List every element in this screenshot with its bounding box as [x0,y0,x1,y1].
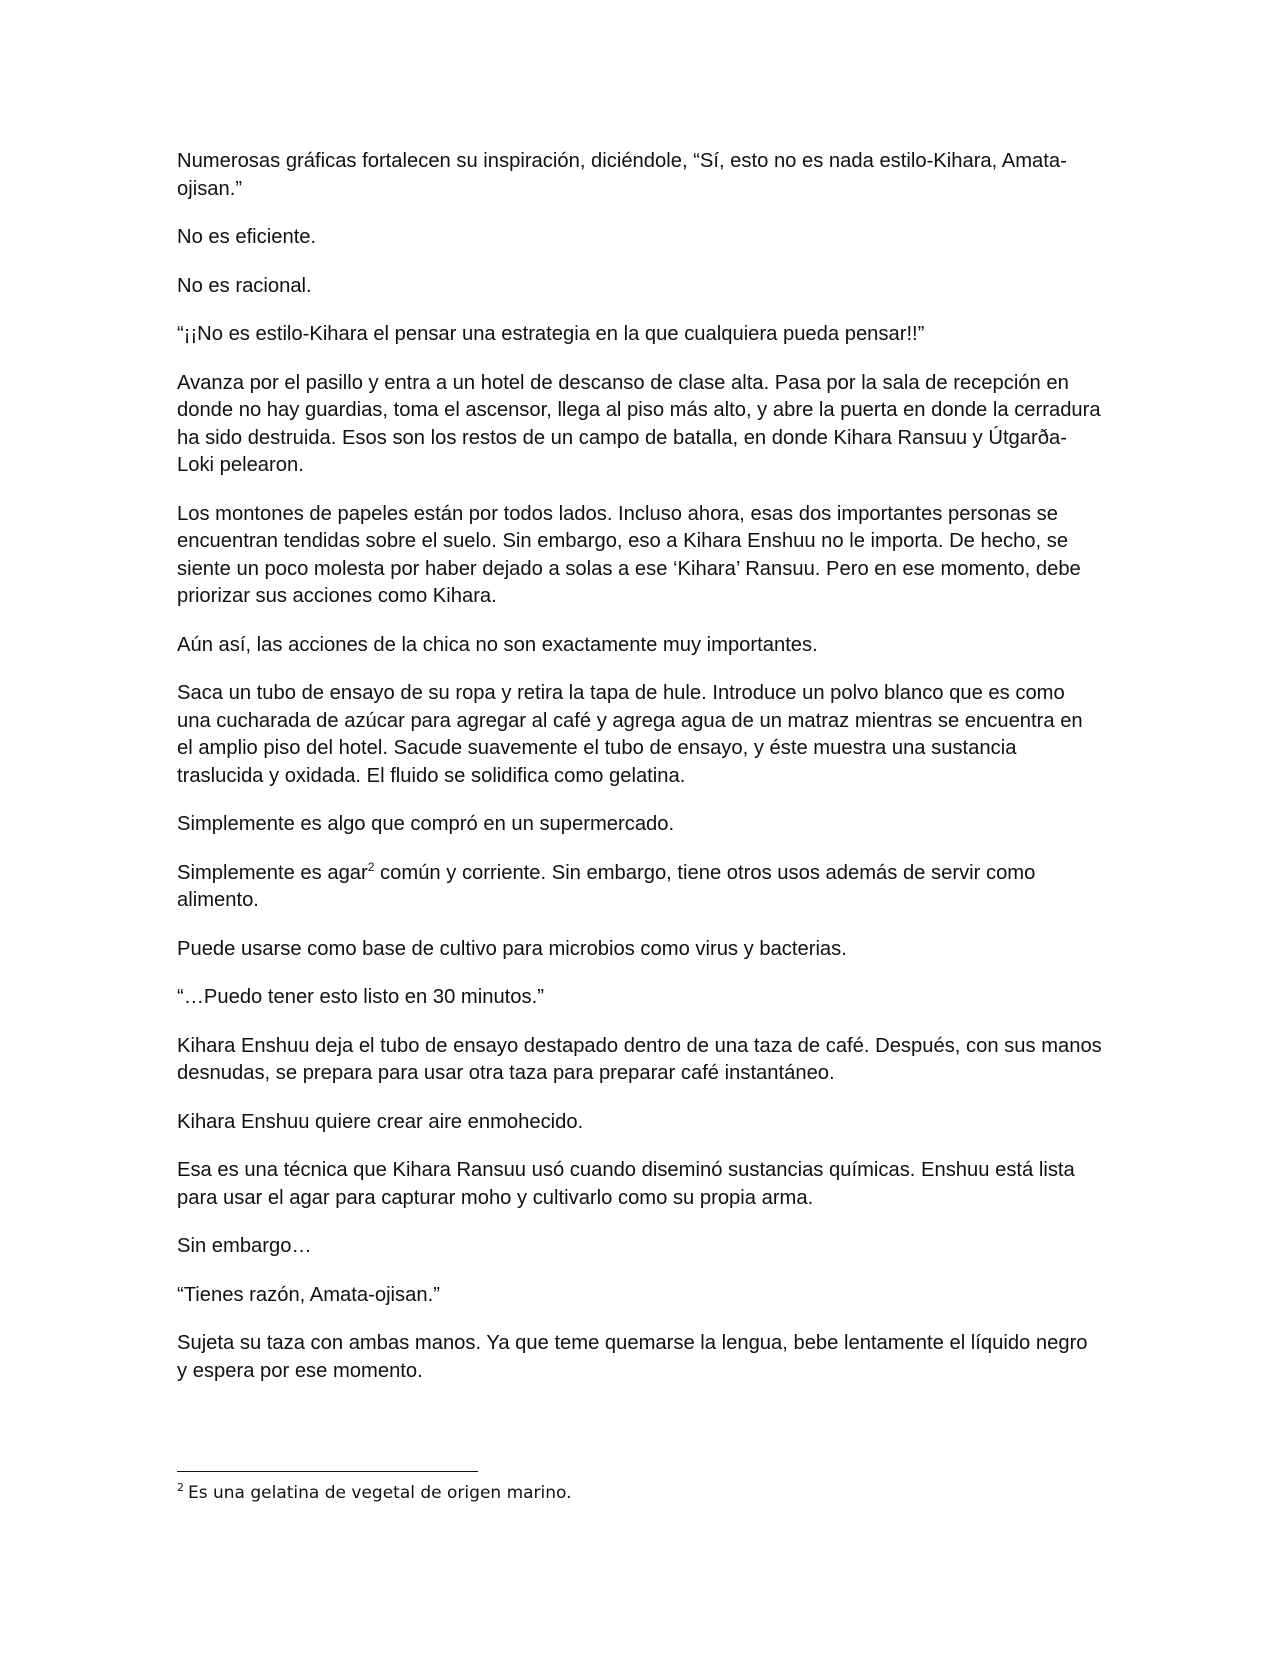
paragraph: “Tienes razón, Amata-ojisan.” [177,1283,440,1306]
paragraph-agar [177,860,1102,915]
paragraph: Kihara Enshuu quiere crear aire enmohecido. [177,1110,584,1133]
body-text [177,148,1102,1406]
paragraph: Avanza por el pasillo y entra a un hotel de descanso de clase alta. Pasa por la sala de recepción en donde no hay guardias, toma el ascensor, llega al piso más alto, y abre la puerta en donde la cerradura ha sido destruida. Esos son los restos de un campo de batalla, en donde Kihara Ransuu y Útgarða-Loki pelearon. [177,371,1101,476]
footnote-number: 2 [177,1481,184,1494]
paragraph: Puede usarse como base de cultivo para microbios como virus y bacterias. [177,937,847,960]
paragraph: No es eficiente. [177,226,317,248]
paragraph: Saca un tubo de ensayo de su ropa y retira la tapa de hule. Introduce un polvo blanco que es como una cucharada de azúcar para agregar al café y agrega agua de un matraz mientras se encuentra en el amplio piso del hotel. Sacude suavemente el tubo de ensayo, y éste muestra una sustancia traslucida y oxidada. El fluido se solidifica como gelatina. [177,682,1083,787]
paragraph: Aún así, las acciones de la chica no son exactamente muy importantes. [177,633,818,656]
paragraph: Sujeta su taza con ambas manos. Ya que teme quemarse la lengua, bebe lentamente el líquido negro y espera por ese momento. [177,1332,1088,1382]
footnote-separator [177,1471,478,1472]
paragraph: Numerosas gráficas fortalecen su inspiración, diciéndole, “Sí, esto no es nada estilo-Kihara, Amata-ojisan.” [177,150,1067,200]
footnote [177,1482,572,1504]
paragraph: “…Puedo tener esto listo en 30 minutos.” [177,986,544,1008]
footnote-reference: 2 [367,859,375,874]
footnote-text: Es una gelatina de vegetal de origen marino. [188,1483,572,1503]
paragraph: Esa es una técnica que Kihara Ransuu usó cuando diseminó sustancias químicas. Enshuu está lista para usar el agar para capturar moho y cultivarlo como su propia arma. [177,1159,1075,1209]
paragraph: “¡¡No es estilo-Kihara el pensar una estrategia en la que cualquiera pueda pensar!!” [177,323,925,345]
agar-text-before: Simplemente es agar [177,861,368,884]
paragraph: Kihara Enshuu deja el tubo de ensayo destapado dentro de una taza de café. Después, con sus manos desnudas, se prepara para usar otra taza para preparar café instantáneo. [177,1034,1102,1084]
paragraph: Sin embargo… [177,1235,312,1257]
paragraph: No es racional. [177,274,312,297]
agar-text-after: común y corriente. Sin embargo, tiene otros usos además de servir como alimento. [177,861,1036,911]
paragraph: Simplemente es algo que compró en un supermercado. [177,813,675,835]
paragraph: Los montones de papeles están por todos lados. Incluso ahora, esas dos importantes personas se encuentran tendidas sobre el suelo. Sin embargo, eso a Kihara Enshuu no le importa. De hecho, se siente un poco molesta por haber dejado a solas a ese ‘Kihara’ Ransuu. Pero en ese momento, debe priorizar sus acciones como Kihara. [177,502,1081,607]
